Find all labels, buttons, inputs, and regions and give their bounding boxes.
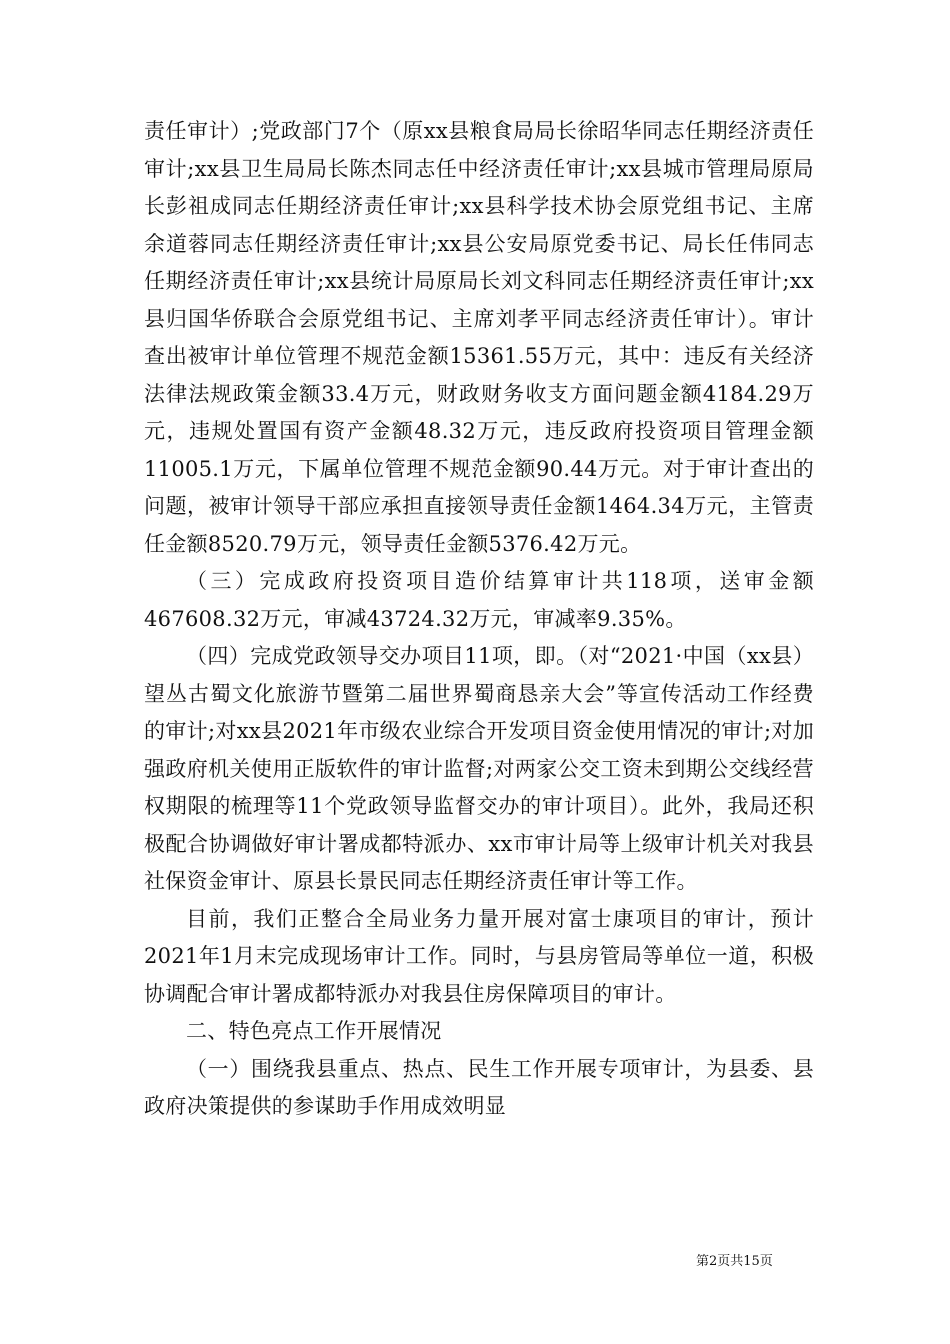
body-text xyxy=(144,113,814,1126)
paragraph-investment-audit: （三）完成政府投资项目造价结算审计共118项，送审金额467608.32万元，审减43724.32万元，审减率9.35%。 xyxy=(144,569,814,631)
paragraph-assigned-projects: （四）完成党政领导交办项目11项，即。（对“2021·中国（xx县）望丛古蜀文化旅游节暨第二届世界蜀商恳亲大会”等宣传活动工作经费的审计;对xx县2021年市级农业综合开发项目资金使用情况的审计;对加强政府机关使用正版软件的审计监督;对两家公交工资未到期公交线经营权期限的梳理等11个党政领导监督交办的审计项目）。此外，我局还积极配合协调做好审计署成都特派办、xx市审计局等上级审计机关对我县社保资金审计、原县长景民同志任期经济责任审计等工作。 xyxy=(144,644,814,893)
section-heading-highlights: 二、特色亮点工作开展情况 xyxy=(186,1019,442,1043)
page-number-label: 第2页共15页 xyxy=(696,1254,773,1269)
page-number-footer xyxy=(696,1253,773,1271)
paragraph-current-work: 目前，我们正整合全局业务力量开展对富士康项目的审计，预计2021年1月末完成现场审计工作。同时，与县房管局等单位一道，积极协调配合审计署成都特派办对我县住房保障项目的审计。 xyxy=(144,906,814,1006)
paragraph-audit-summary: 责任审计）;党政部门7个（原xx县粮食局局长徐昭华同志任期经济责任审计;xx县卫生局局长陈杰同志任中经济责任审计;xx县城市管理局原局长彭祖成同志任期经济责任审计;xx县科学技术协会原党组书记、主席余道蓉同志任期经济责任审计;xx县公安局原党委书记、局长任伟同志任期经济责任审计;xx县统计局原局长刘文科同志任期经济责任审计;xx县归国华侨联合会原党组书记、主席刘孝平同志经济责任审计）。审计查出被审计单位管理不规范金额15361.55万元，其中：违反有关经济法律法规政策金额33.4万元，财政财务收支方面问题金额4184.29万元，违规处置国有资产金额48.32万元，违反政府投资项目管理金额11005.1万元，下属单位管理不规范金额90.44万元。对于审计查出的问题，被审计领导干部应承担直接领导责任金额1464.34万元，主管责任金额8520.79万元，领导责任金额5376.42万元。 xyxy=(144,119,814,556)
paragraph-special-audit: （一）围绕我县重点、热点、民生工作开展专项审计，为县委、县政府决策提供的参谋助手作用成效明显 xyxy=(144,1056,814,1118)
